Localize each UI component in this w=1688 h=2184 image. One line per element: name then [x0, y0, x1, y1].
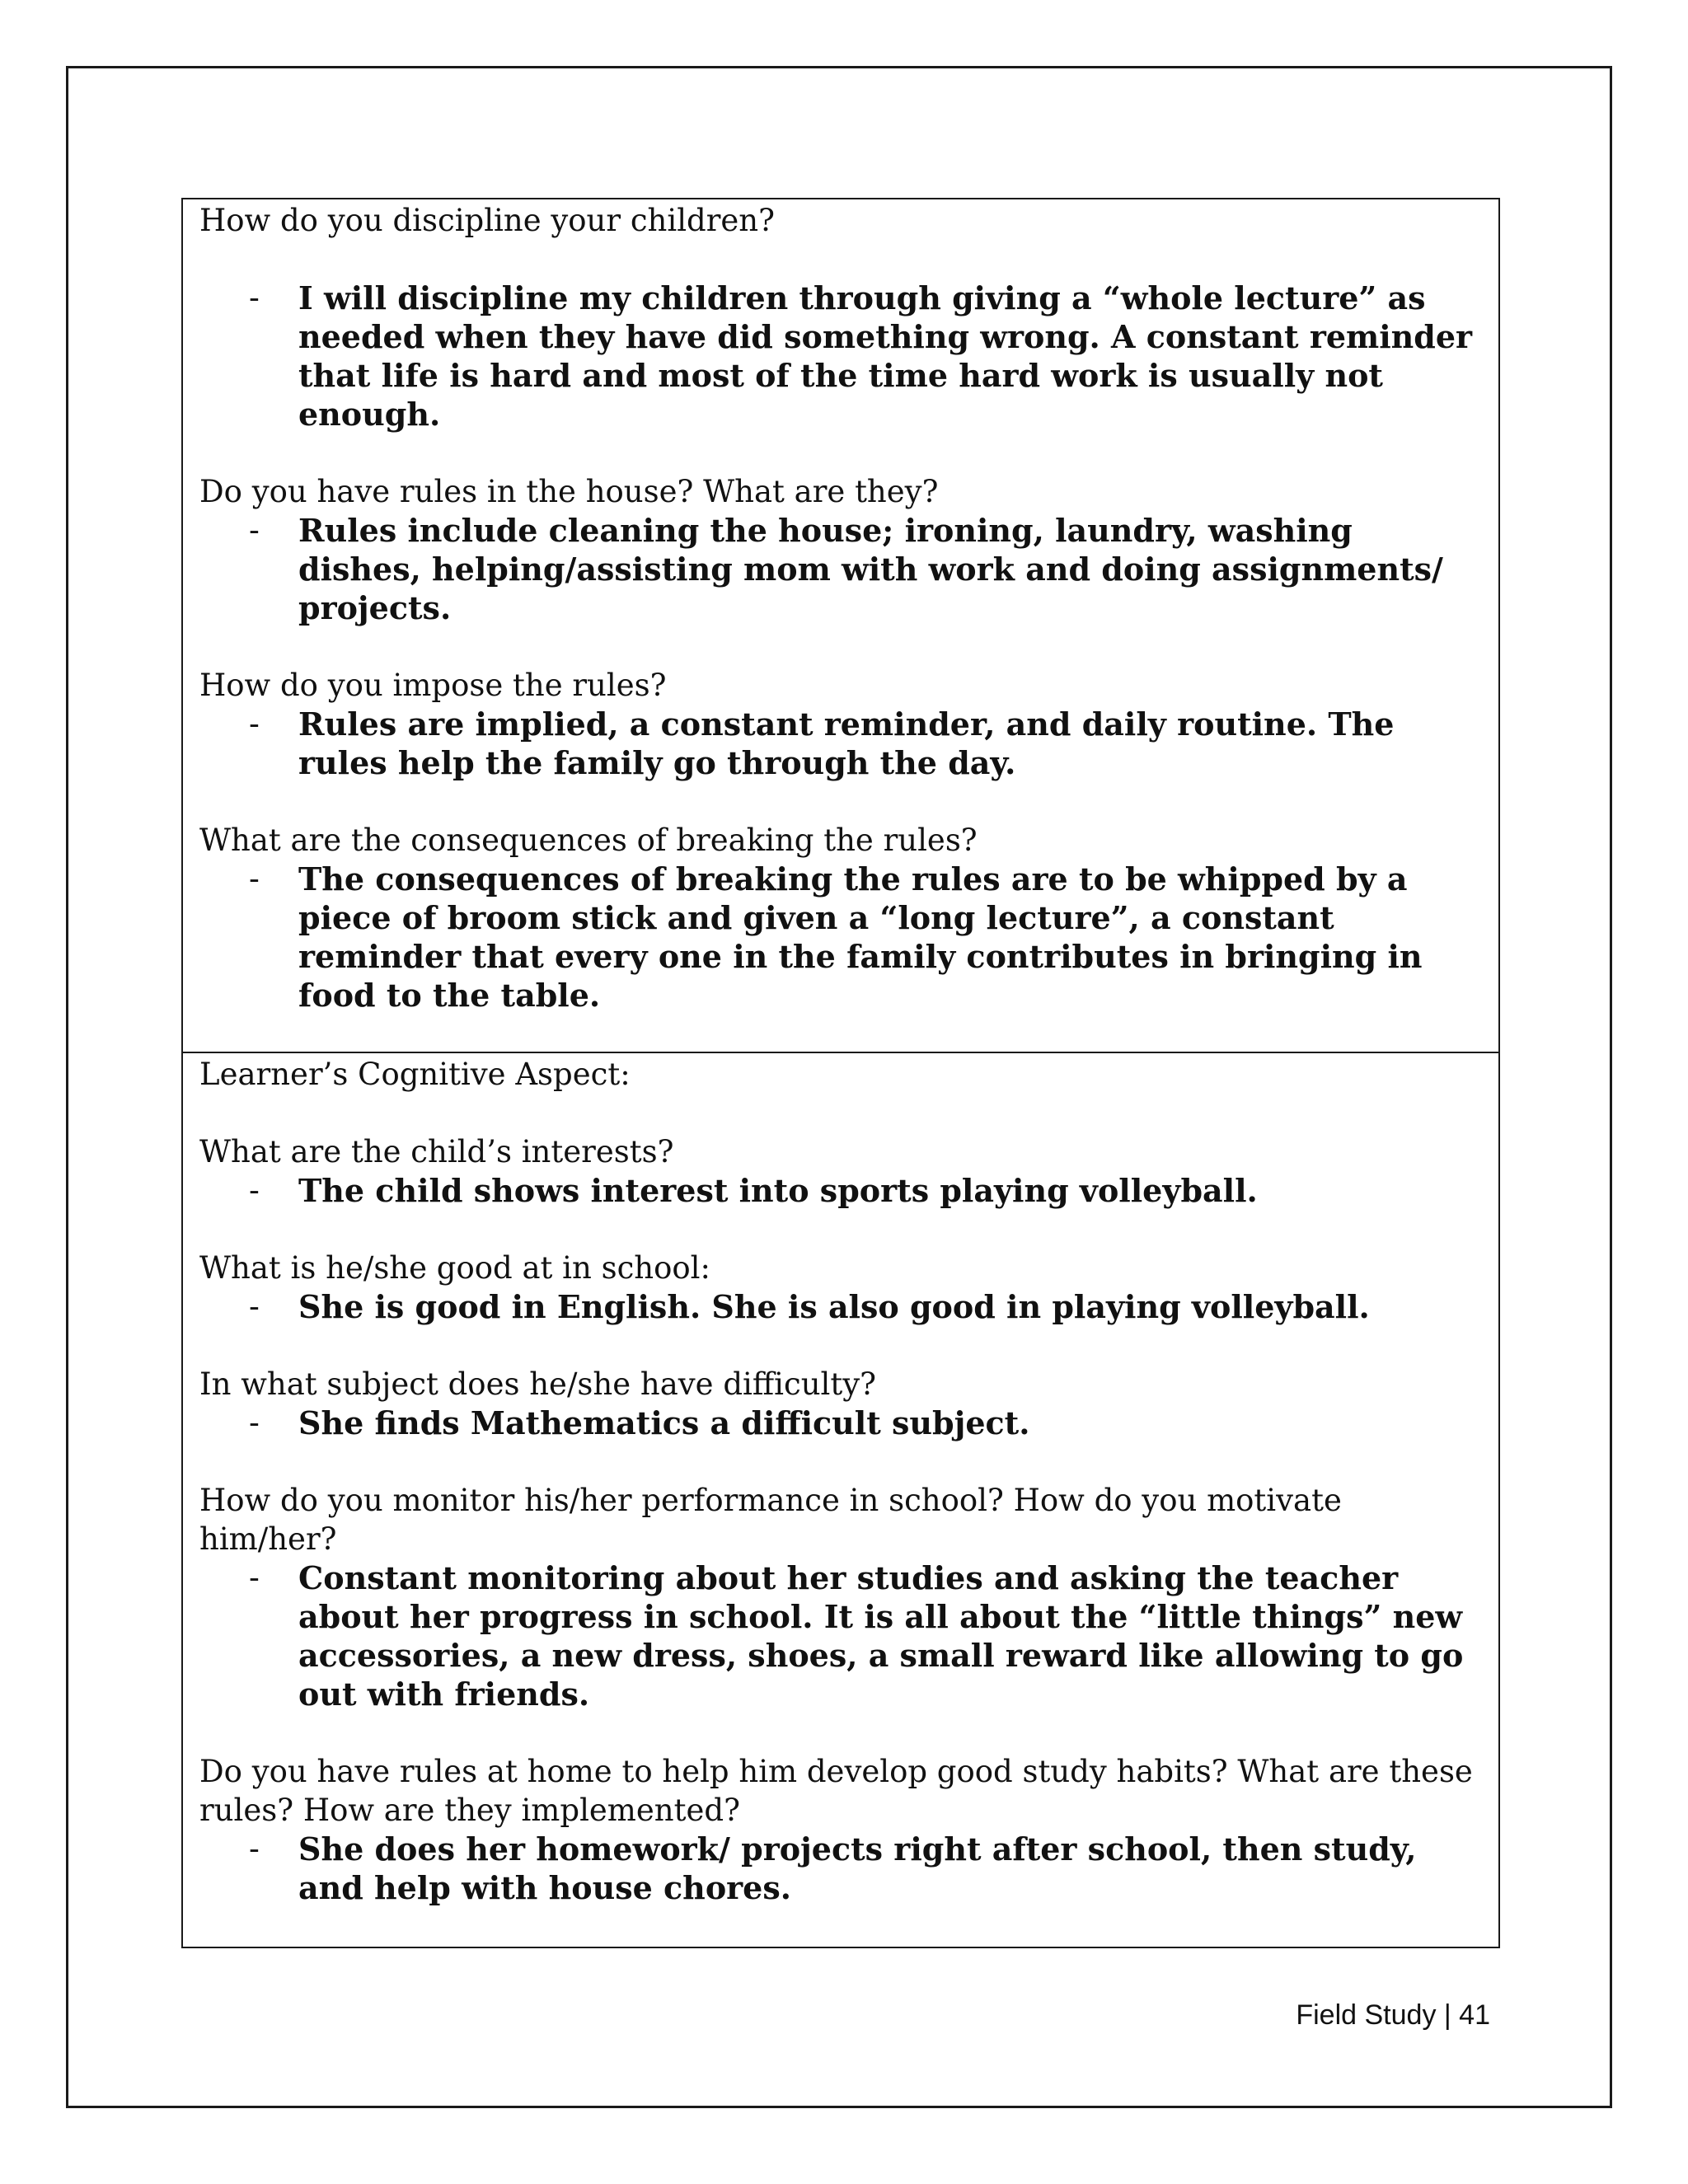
- answer-list: [199, 279, 1482, 434]
- answer-list: [199, 705, 1482, 782]
- answer-list: [199, 1558, 1482, 1713]
- answer-item: - The consequences of breaking the rules are to be whipped by a piece of broom stick and given a “long lecture”, a constant reminder that every one in the family contributes in bringing in food to the table.: [249, 860, 1423, 1014]
- qa-block: [199, 472, 1482, 627]
- question: Do you have rules at home to help him develop good study habits? What are these rules? How are they implemented?: [199, 1754, 1473, 1828]
- answer-text: She is good in English. She is also good in playing volleyball.: [298, 1288, 1370, 1325]
- answer-text: She does her homework/ projects right after school, then study, and help with house chores.: [298, 1830, 1417, 1906]
- section-heading-block: [199, 1055, 1482, 1094]
- answer-text: Constant monitoring about her studies and asking the teacher about her progress in school. It is all about the “little things” new accessories, a new dress, shoes, a small reward like allowing to go out with friends.: [298, 1559, 1464, 1713]
- qa-block: [199, 1481, 1482, 1713]
- family-discipline-cell: [183, 199, 1498, 1053]
- answer-list: [199, 511, 1482, 627]
- answer-item: - Rules include cleaning the house; ironing, laundry, washing dishes, helping/assisting mom with work and doing assignments/ projects.: [249, 512, 1443, 626]
- answer-text: The consequences of breaking the rules are to be whipped by a piece of broom stick and given a “long lecture”, a constant reminder that every one in the family contributes in bringing in food to the table.: [298, 860, 1423, 1014]
- question: How do you discipline your children?: [199, 203, 775, 238]
- page-footer: Field Study | 41: [1296, 1999, 1490, 2031]
- answer-item: - She is good in English. She is also good in playing volleyball.: [249, 1288, 1370, 1325]
- question: What are the consequences of breaking the rules?: [199, 823, 978, 858]
- answer-list: [199, 1287, 1482, 1326]
- qa-block: [199, 1365, 1482, 1442]
- answer-item: - She finds Mathematics a difficult subject.: [249, 1404, 1030, 1441]
- answer-list: [199, 860, 1482, 1015]
- qa-block: [199, 1752, 1482, 1907]
- qa-block: [199, 1132, 1482, 1210]
- answer-text: The child shows interest into sports playing volleyball.: [298, 1172, 1258, 1209]
- answer-item: - Rules are implied, a constant reminder, and daily routine. The rules help the family go through the day.: [249, 705, 1395, 781]
- question: What are the child’s interests?: [199, 1134, 674, 1169]
- answer-item: - She does her homework/ projects right after school, then study, and help with house chores.: [249, 1830, 1417, 1906]
- answer-item: - I will discipline my children through giving a “whole lecture” as needed when they have did something wrong. A constant reminder that life is hard and most of the time hard work is usually not enough.: [249, 279, 1473, 433]
- answer-text: Rules are implied, a constant reminder, and daily routine. The rules help the family go through the day.: [298, 705, 1395, 781]
- answer-text: I will discipline my children through giving a “whole lecture” as needed when they have did something wrong. A constant reminder that life is hard and most of the time hard work is usually not enough.: [298, 279, 1473, 433]
- answer-list: [199, 1830, 1482, 1907]
- section-heading: Learner’s Cognitive Aspect:: [199, 1057, 631, 1092]
- question: What is he/she good at in school:: [199, 1250, 710, 1286]
- qa-block: [199, 1249, 1482, 1326]
- interview-table: [181, 198, 1500, 1948]
- answer-list: [199, 1404, 1482, 1442]
- question: In what subject does he/she have difficulty?: [199, 1366, 876, 1402]
- answer-text: She finds Mathematics a difficult subject.: [298, 1404, 1030, 1441]
- question: How do you monitor his/her performance in school? How do you motivate him/her?: [199, 1483, 1342, 1557]
- answer-item: - The child shows interest into sports playing volleyball.: [249, 1172, 1258, 1209]
- answer-text: Rules include cleaning the house; ironing, laundry, washing dishes, helping/assisting mom with work and doing assignments/ projects.: [298, 512, 1443, 626]
- qa-block: [199, 666, 1482, 782]
- question: How do you impose the rules?: [199, 668, 667, 703]
- answer-item: - Constant monitoring about her studies and asking the teacher about her progress in school. It is all about the “little things” new accessories, a new dress, shoes, a small reward like allowing to go out with friends.: [249, 1559, 1464, 1713]
- answer-list: [199, 1171, 1482, 1210]
- qa-block: [199, 821, 1482, 1015]
- question: Do you have rules in the house? What are they?: [199, 474, 939, 509]
- qa-block: [199, 201, 1482, 434]
- cognitive-aspect-cell: [183, 1053, 1498, 1947]
